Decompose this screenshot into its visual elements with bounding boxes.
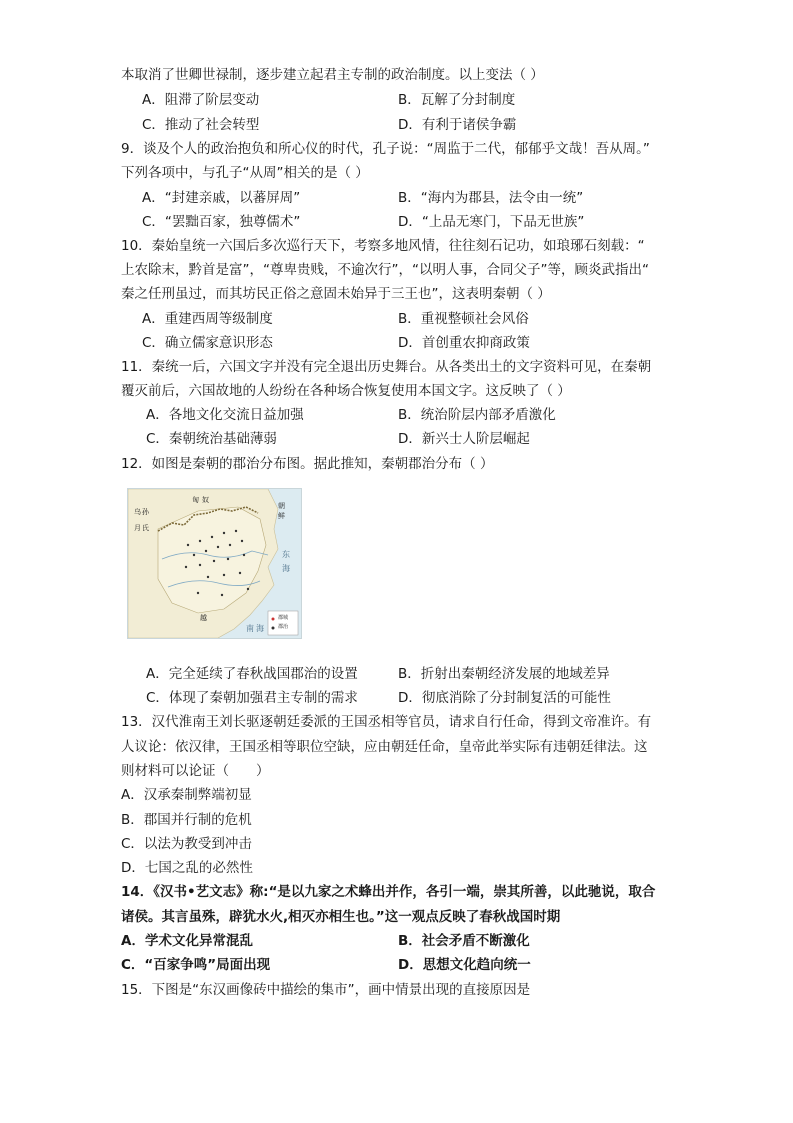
q14-option-a: A．学术文化异常混乱 <box>121 933 253 949</box>
q12-option-a: A．完全延续了春秋战国郡治的设置 <box>146 666 358 682</box>
qin-commandery-map <box>127 488 302 639</box>
q12-option-d: D．彻底消除了分封制复活的可能性 <box>398 690 611 706</box>
q13-option-c: C．以法为教受到冲击 <box>121 836 252 852</box>
q11-option-c: C．秦朝统治基础薄弱 <box>146 431 277 447</box>
q14-stem-line2: 诸侯。其言虽殊，辟犹水火,相灭亦相生也。”这一观点反映了春秋战国时期 <box>121 909 561 925</box>
q14-stem-line1: 14．《汉书•艺文志》称:“是以九家之术蜂出并作，各引一端，崇其所善，以此驰说，取合 <box>121 884 656 900</box>
map-label-yue: 月 <box>134 524 141 532</box>
q11-option-b: B．统治阶层内部矛盾激化 <box>398 407 556 423</box>
q8-option-a: A．阻滞了阶层变动 <box>142 92 260 108</box>
map-label-nan: 南 <box>246 624 254 633</box>
map-label-nu: 奴 <box>202 496 209 504</box>
q13-option-b: B．郡国并行制的危机 <box>121 812 252 828</box>
map-label-yue-south: 越 <box>200 614 207 622</box>
q11-option-d: D．新兴士人阶层崛起 <box>398 431 530 447</box>
q11-option-a: A．各地文化交流日益加强 <box>146 407 304 423</box>
q9-option-c: C．“罢黜百家，独尊儒术” <box>142 214 301 230</box>
q10-option-d: D．首创重农抑商政策 <box>398 335 530 351</box>
q13-stem-line2: 人议论：依汉律，王国丞相等职位空缺，应由朝廷任命，皇帝此举实际有违朝廷律法。这 <box>121 739 648 755</box>
q11-stem-line2: 覆灭前后，六国故地的人纷纷在各种场合恢复使用本国文字。这反映了（ ） <box>121 383 571 399</box>
map-label-hai-south: 海 <box>256 624 264 633</box>
q12-option-b: B．折射出秦朝经济发展的地域差异 <box>398 666 610 682</box>
map-label-xian: 鲜 <box>278 512 285 520</box>
map-label-wu: 乌 <box>134 508 141 516</box>
q8-option-c: C．推动了社会转型 <box>142 117 260 133</box>
map-legend-juncheng: 郡城 <box>278 615 289 621</box>
q13-stem-line3: 则材料可以论证（ ） <box>121 763 270 779</box>
q13-option-d: D．七国之乱的必然性 <box>121 860 253 876</box>
map-label-hai-east: 海 <box>282 564 290 573</box>
q13-stem-line1: 13．汉代淮南王刘长驱逐朝廷委派的王国丞相等官员，请求自行任命，得到文帝准许。有 <box>121 714 652 730</box>
q8-stem-continuation: 本取消了世卿世禄制，逐步建立起君主专制的政治制度。以上变法（ ） <box>121 67 544 83</box>
map-label-shi: 氏 <box>142 524 149 532</box>
q14-option-d: D．思想文化趋向统一 <box>398 957 531 973</box>
q9-stem-line2: 下列各项中，与孔子“从周”相关的是（ ） <box>121 165 369 181</box>
map-legend-junzhi: 郡治 <box>278 624 289 630</box>
q14-option-b: B．社会矛盾不断激化 <box>398 933 530 949</box>
q10-option-a: A．重建西周等级制度 <box>142 311 273 327</box>
q14-option-c: C．“百家争鸣”局面出现 <box>121 957 271 973</box>
q8-option-d: D．有利于诸侯争霸 <box>398 117 517 133</box>
q12-stem: 12．如图是秦朝的郡治分布图。据此推知，秦朝郡治分布（ ） <box>121 456 494 472</box>
q10-option-c: C．确立儒家意识形态 <box>142 335 273 351</box>
q8-option-b: B．瓦解了分封制度 <box>398 92 516 108</box>
q9-option-d: D．“上品无寒门，下品无世族” <box>398 214 585 230</box>
q9-option-b: B．“海内为郡县，法令由一统” <box>398 190 584 206</box>
map-label-dong: 东 <box>282 550 290 559</box>
q13-option-a: A．汉承秦制弊端初显 <box>121 787 252 803</box>
q11-stem-line1: 11．秦统一后，六国文字并没有完全退出历史舞台。从各类出土的文字资料可见，在秦朝 <box>121 359 652 375</box>
q10-stem-line3: 秦之任刑虽过，而其坊民正俗之意固未始异于三王也”，这表明秦朝（ ） <box>121 286 551 302</box>
q9-option-a: A．“封建亲戚，以蕃屏周” <box>142 190 301 206</box>
q10-stem-line1: 10．秦始皇统一六国后多次巡行天下，考察多地风情，往往刻石记功，如琅琊石刻载：“ <box>121 238 645 254</box>
q12-option-c: C．体现了秦朝加强君主专制的需求 <box>146 690 358 706</box>
map-label-sun: 孙 <box>142 508 149 516</box>
q10-stem-line2: 上农除末，黔首是富”，“尊卑贵贱，不逾次行”，“以明人事，合同父子”等，顾炎武指出“ <box>121 262 649 278</box>
q9-stem-line1: 9．谈及个人的政治抱负和所心仪的时代，孔子说：“周监于二代，郁郁乎文哉！吾从周。” <box>121 141 650 157</box>
q10-option-b: B．重视整顿社会风俗 <box>398 311 529 327</box>
map-label-chao: 朝 <box>278 502 285 510</box>
q15-stem: 15．下图是“东汉画像砖中描绘的集市”，画中情景出现的直接原因是 <box>121 982 531 998</box>
map-drawing <box>128 489 301 638</box>
map-label-xiong: 匈 <box>192 496 199 504</box>
